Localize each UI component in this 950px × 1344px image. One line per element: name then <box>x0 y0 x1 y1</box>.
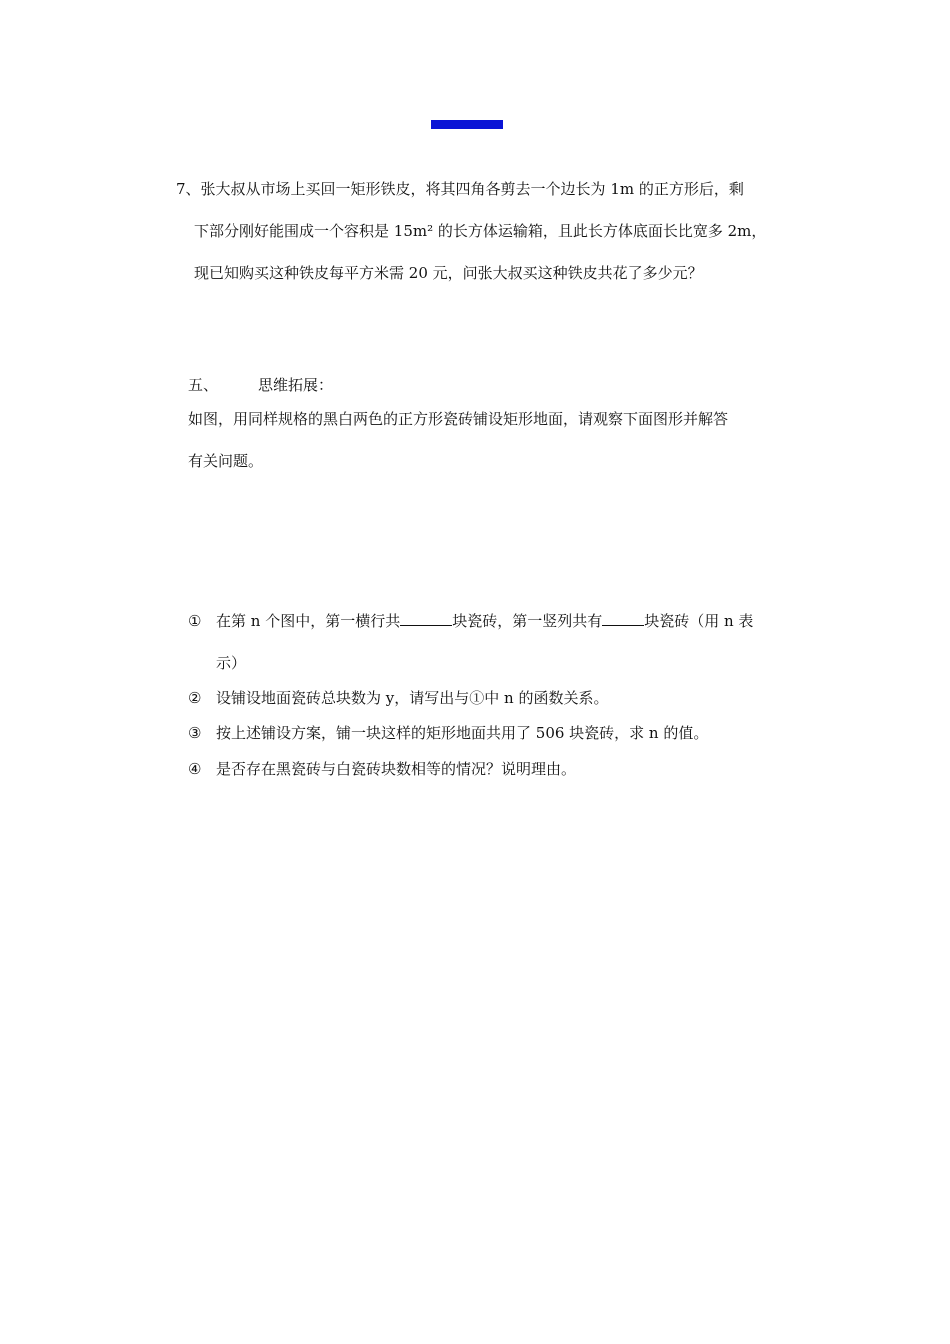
question-item-4 <box>188 758 576 779</box>
item-marker: ② <box>188 689 202 707</box>
q7-line-2: 下部分刚好能围成一个容积是 15m² 的长方体运输箱，且此长方体底面长比宽多 2m， <box>194 222 767 240</box>
section5-intro-line-1: 如图，用同样规格的黑白两色的正方形瓷砖铺设矩形地面，请观察下面图形并解答 <box>188 410 729 428</box>
section5-intro-line-2: 有关问题。 <box>188 452 264 470</box>
question-item-1 <box>188 610 753 631</box>
question-item-1-continuation: 示） <box>216 654 247 672</box>
item-1-text-b: 块瓷砖，第一竖列共有 <box>452 612 603 630</box>
item-4-text: 是否存在黑瓷砖与白瓷砖块数相等的情况？说明理由。 <box>216 760 577 778</box>
section5-number: 五、 <box>188 376 219 394</box>
item-1-text-a: 在第 n 个图中，第一横行共 <box>216 612 401 630</box>
item-marker: ③ <box>188 724 202 742</box>
answer-blank-row <box>400 611 452 626</box>
question-item-3 <box>188 722 708 743</box>
section5-title: 思维拓展： <box>258 376 334 394</box>
header-blue-bar <box>431 120 503 129</box>
question-item-2 <box>188 687 608 708</box>
section5-heading <box>188 374 333 395</box>
q7-line-3: 现已知购买这种铁皮每平方米需 20 元，问张大叔买这种铁皮共花了多少元？ <box>194 264 703 282</box>
item-marker: ① <box>188 612 202 630</box>
q7-line-1: 7、张大叔从市场上买回一矩形铁皮，将其四角各剪去一个边长为 1m 的正方形后，剩 <box>176 180 744 198</box>
item-1-text-c: 块瓷砖（用 n 表 <box>644 612 754 630</box>
item-3-text: 按上述铺设方案，铺一块这样的矩形地面共用了 506 块瓷砖，求 n 的值。 <box>216 724 709 742</box>
item-2-text: 设铺设地面瓷砖总块数为 y，请写出与①中 n 的函数关系。 <box>216 689 609 707</box>
item-marker: ④ <box>188 760 202 778</box>
answer-blank-column <box>602 611 644 626</box>
